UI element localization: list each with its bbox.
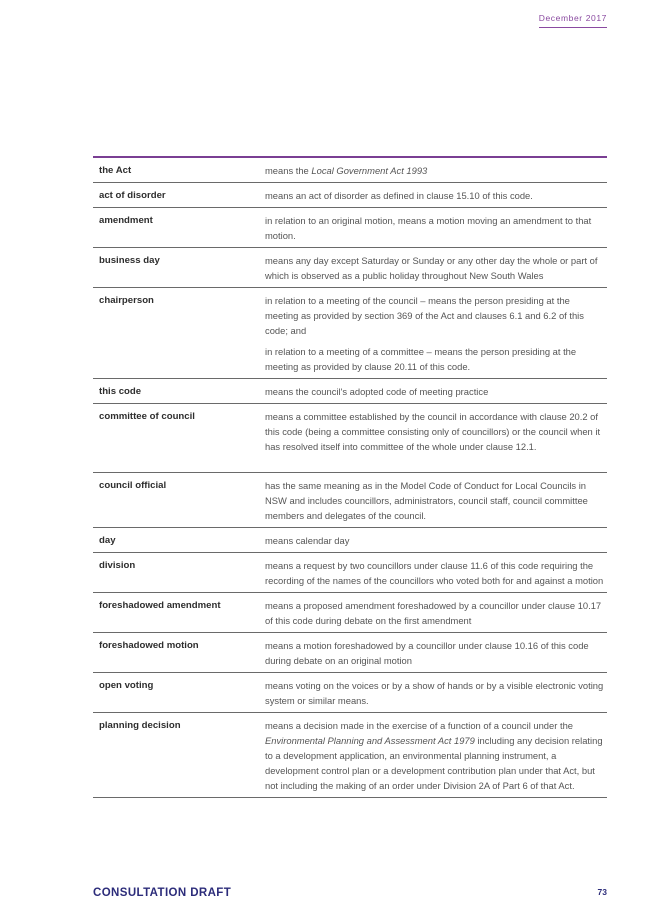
- definition-text: [265, 409, 607, 454]
- definition-italic-title: Environmental Planning and Assessment Act 1979: [265, 735, 475, 746]
- definition-text: [265, 213, 607, 243]
- definition-segment: means voting on the voices or by a show of hands or by a visible electronic voting system or similar means.: [265, 680, 604, 706]
- definition-segment: in relation to a meeting of the council – means the person presiding at the meeting as provided by section 369 of the Act and clauses 6.1 and 6.2 of this code; and: [265, 295, 584, 336]
- definition-term: foreshadowed motion: [99, 640, 199, 651]
- definition-row: [93, 183, 607, 208]
- definition-text: [265, 598, 607, 628]
- definition-row: [93, 248, 607, 288]
- definition-segment: means the: [265, 165, 312, 176]
- definition-text: [265, 533, 607, 548]
- definition-text: [265, 558, 607, 588]
- definition-segment: means a committee established by the council in accordance with clause 20.2 of this code (being a committee consisting only of councillors) or the council when it has resolved itself into committee of the whole under clause 12.1.: [265, 411, 601, 452]
- definition-segment: means a motion foreshadowed by a councillor under clause 10.16 of this code during debate on an original motion: [265, 640, 589, 666]
- definition-term: planning decision: [99, 720, 181, 731]
- definition-segment: in relation to a meeting of a committee – means the person presiding at the meeting as provided by clause 20.11 of this code.: [265, 346, 577, 372]
- definition-segment: means a proposed amendment foreshadowed by a councillor under clause 10.17 of this code during debate on the first amendment: [265, 600, 602, 626]
- definition-italic-title: Local Government Act 1993: [311, 165, 428, 176]
- definition-segment: means the council's adopted code of meeting practice: [265, 386, 489, 397]
- definition-row: [93, 288, 607, 379]
- definition-text: [265, 163, 607, 178]
- definition-segment: has the same meaning as in the Model Code of Conduct for Local Councils in NSW and includes councillors, administrators, council staff, council committee members and delegates of the council.: [265, 480, 588, 521]
- definition-text: [265, 253, 607, 283]
- definitions-table: [93, 156, 607, 798]
- definition-segment: means a decision made in the exercise of a function of a council under the: [265, 720, 573, 731]
- definition-row: [93, 379, 607, 404]
- definition-text: [265, 384, 607, 399]
- definition-term: act of disorder: [99, 190, 166, 201]
- definition-text: [265, 188, 607, 203]
- definition-row: [93, 713, 607, 798]
- definition-text: [265, 718, 607, 793]
- header-date: December 2017: [539, 13, 607, 28]
- definition-segment: means calendar day: [265, 535, 350, 546]
- definition-segment: means a request by two councillors under clause 11.6 of this code requiring the recording of the names of the councillors who voted both for and against a motion: [265, 560, 604, 586]
- definition-text: [265, 293, 607, 374]
- definition-row: [93, 528, 607, 553]
- definition-term: day: [99, 535, 116, 546]
- definition-row: [93, 633, 607, 673]
- definition-row: [93, 673, 607, 713]
- definition-row: [93, 158, 607, 183]
- definition-segment: in relation to an original motion, means a motion moving an amendment to that motion.: [265, 215, 592, 241]
- definition-row: [93, 553, 607, 593]
- definition-segment: means any day except Saturday or Sunday or any other day the whole or part of which is observed as a public holiday throughout New South Wales: [265, 255, 598, 281]
- definition-term: chairperson: [99, 295, 154, 306]
- definition-term: open voting: [99, 680, 154, 691]
- definition-row: [93, 404, 607, 473]
- footer-label: CONSULTATION DRAFT: [93, 887, 232, 899]
- definition-term: foreshadowed amendment: [99, 600, 221, 611]
- definition-row: [93, 208, 607, 248]
- definition-term: the Act: [99, 165, 132, 176]
- definition-term: amendment: [99, 215, 153, 226]
- definition-text: [265, 478, 607, 523]
- definition-segment: means an act of disorder as defined in clause 15.10 of this code.: [265, 190, 533, 201]
- definition-term: this code: [99, 386, 142, 397]
- definition-row: [93, 593, 607, 633]
- definition-term: division: [99, 560, 136, 571]
- definition-segment: including any decision relating to a development application, an environmental planning instrument, a development control plan or a development contribution plan under that Act, but not including the making of an order under Division 2A of Part 6 of that Act.: [265, 735, 603, 791]
- definition-term: committee of council: [99, 411, 195, 422]
- page-number: 73: [597, 887, 607, 897]
- definition-text: [265, 678, 607, 708]
- definition-text: [265, 638, 607, 668]
- definition-term: business day: [99, 255, 160, 266]
- definition-term: council official: [99, 480, 167, 491]
- definition-row: [93, 473, 607, 528]
